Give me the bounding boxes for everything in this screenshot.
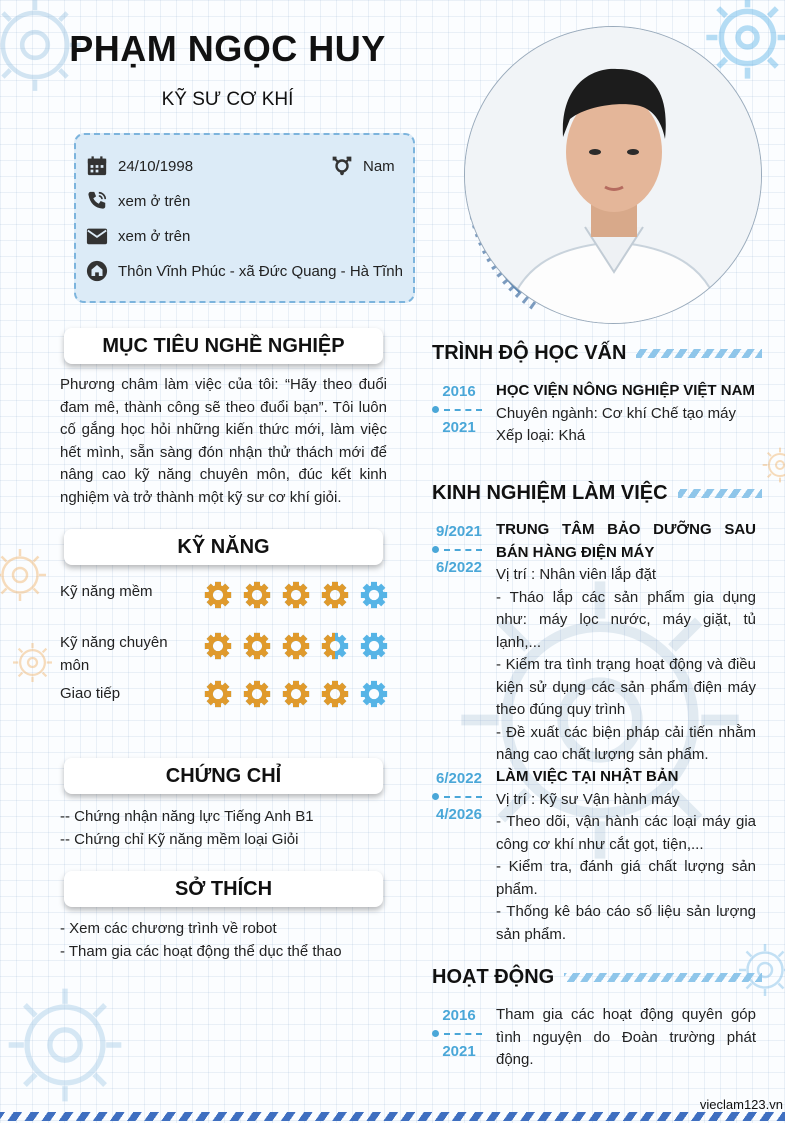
gear-icon xyxy=(359,631,389,661)
gear-icon xyxy=(281,580,311,610)
start-date: 9/2021 xyxy=(436,523,482,540)
certificates-list xyxy=(60,805,390,851)
skill-label: Kỹ năng mềm xyxy=(60,583,153,600)
hobby-item: - Tham gia các hoạt động thể dục thể thao xyxy=(60,943,342,960)
decorative-stripe xyxy=(678,489,762,498)
address-value: Thôn Vĩnh Phúc - xã Đức Quang - Hà Tĩnh xyxy=(118,262,403,280)
major: Chuyên ngành: Cơ khí Chế tạo máy xyxy=(496,404,736,422)
gear-icon xyxy=(320,679,350,709)
task-item: - Thống kê báo cáo số liệu sản lượng sản phẩm. xyxy=(496,903,756,943)
bg-gear-icon xyxy=(0,980,130,1110)
hobby-item: - Xem các chương trình về robot xyxy=(60,920,277,937)
end-date: 6/2022 xyxy=(436,559,482,576)
education-entry xyxy=(496,380,756,448)
certificates-heading: CHỨNG CHỈ xyxy=(64,758,383,794)
candidate-name: PHẠM NGỌC HUY xyxy=(69,28,386,69)
email-row xyxy=(86,225,190,247)
activity-timeline xyxy=(432,1007,486,1060)
gender-value: Nam xyxy=(363,157,395,175)
company-name: LÀM VIỆC TẠI NHẬT BẢN xyxy=(496,768,679,785)
timeline-dash xyxy=(444,409,482,411)
experience-entry xyxy=(496,766,756,946)
profile-photo xyxy=(464,26,762,324)
bg-gear-icon xyxy=(760,445,785,485)
email-value: xem ở trên xyxy=(118,227,191,245)
skill-label: Giao tiếp xyxy=(60,685,121,702)
experience-timeline xyxy=(432,523,486,576)
hobbies-heading: SỞ THÍCH xyxy=(64,871,383,907)
gear-icon xyxy=(320,580,350,610)
timeline-dot xyxy=(432,546,439,553)
phone-icon xyxy=(86,190,108,212)
decorative-stripe xyxy=(636,349,762,358)
activities-section-header xyxy=(432,964,762,990)
gear-icon xyxy=(281,679,311,709)
activity-entry xyxy=(496,1004,756,1072)
gear-icon xyxy=(203,580,233,610)
calendar-icon xyxy=(86,155,108,177)
education-section-header xyxy=(432,340,762,366)
timeline-dot xyxy=(432,1030,439,1037)
profile-photo-frame xyxy=(460,22,765,327)
bg-gear-icon xyxy=(0,545,50,605)
birthday-value: 24/10/1998 xyxy=(118,157,194,175)
portrait-image xyxy=(465,27,762,324)
bottom-decorative-stripe xyxy=(0,1112,785,1121)
task-item: - Kiểm tra tình trạng hoạt động và điều kiện sử dụng các sản phẩm điện máy theo đúng quy trình xyxy=(496,656,756,718)
skill-rating xyxy=(203,679,389,709)
education-timeline xyxy=(432,383,486,436)
gear-icon xyxy=(359,679,389,709)
timeline-dot xyxy=(432,793,439,800)
email-icon xyxy=(86,225,108,247)
timeline-dash xyxy=(444,796,482,798)
company-name: TRUNG TÂM BẢO DƯỠNG SAU BÁN HÀNG ĐIỆN MÁY xyxy=(496,521,756,561)
task-item: - Theo dõi, vận hành các loại máy gia công cơ khí như cắt gọt, tiện,... xyxy=(496,813,756,853)
objective-heading: MỤC TIÊU NGHỀ NGHIỆP xyxy=(64,328,383,364)
gear-icon xyxy=(242,580,272,610)
gender-icon xyxy=(331,155,353,177)
activity-text: Tham gia các hoạt động quyên góp tình nguyện do Đoàn trường phát động. xyxy=(496,1006,756,1068)
gender-row xyxy=(331,155,395,177)
timeline-dash xyxy=(444,549,482,551)
hobbies-list xyxy=(60,917,390,963)
job-title: KỸ SƯ CƠ KHÍ xyxy=(161,89,294,110)
experience-heading: KINH NGHIỆM LÀM VIỆC xyxy=(432,481,668,504)
gear-icon xyxy=(242,679,272,709)
certificate-item: -- Chứng nhận năng lực Tiếng Anh B1 xyxy=(60,808,314,825)
skill-rating xyxy=(203,631,389,661)
experience-timeline xyxy=(432,770,486,823)
experience-section-header xyxy=(432,480,762,506)
end-year: 2021 xyxy=(442,1043,476,1060)
grade: Xếp loại: Khá xyxy=(496,427,586,444)
phone-value: xem ở trên xyxy=(118,192,191,210)
footer-brand: vieclam123.vn xyxy=(699,1097,783,1112)
end-date: 4/2026 xyxy=(436,806,482,823)
timeline-dot xyxy=(432,406,439,413)
address-row xyxy=(86,260,403,282)
start-date: 6/2022 xyxy=(436,770,482,787)
position: Vị trí : Kỹ sư Vận hành máy xyxy=(496,790,680,808)
task-item: - Đề xuất các biện pháp cải tiến nhằm nâng cao chất lượng sản phẩm. xyxy=(496,723,756,763)
skills-heading: KỸ NĂNG xyxy=(64,529,383,565)
decorative-stripe xyxy=(564,973,762,982)
contact-info-box xyxy=(74,133,415,303)
gear-icon xyxy=(242,631,272,661)
gear-icon xyxy=(281,631,311,661)
end-year: 2021 xyxy=(442,419,476,436)
start-year: 2016 xyxy=(442,383,476,400)
activities-heading: HOẠT ĐỘNG xyxy=(432,965,555,988)
objective-text: Phương châm làm việc của tôi: “Hãy theo đuổi đam mê, thành công sẽ theo đuổi bạn”. Tôi luôn cố gắng học hỏi những kiến thức mới, làm việc hết mình, sẵn sàng đón nhận thử thách mới để nâng cao kỹ năng chuyên môn, đúc kết kinh nghiệm và trở thành một kỹ sư cơ khí giỏi. xyxy=(60,376,387,506)
bg-gear-icon xyxy=(10,640,55,685)
start-year: 2016 xyxy=(442,1007,476,1024)
birthday-row xyxy=(86,155,193,177)
task-item: - Tháo lắp các sản phẩm gia dụng như: máy lọc nước, máy giặt, tủ lạnh,... xyxy=(496,588,756,651)
task-item: - Kiểm tra, đánh giá chất lượng sản phẩm. xyxy=(496,858,756,898)
position: Vị trí : Nhân viên lắp đặt xyxy=(496,566,657,583)
skill-label: Kỹ năng chuyên môn xyxy=(60,634,168,674)
gear-icon xyxy=(203,679,233,709)
gear-icon xyxy=(320,631,350,661)
phone-row xyxy=(86,190,190,212)
timeline-dash xyxy=(444,1033,482,1035)
certificate-item: -- Chứng chỉ Kỹ năng mềm loại Giỏi xyxy=(60,831,299,848)
school-name: HỌC VIỆN NÔNG NGHIỆP VIỆT NAM xyxy=(496,382,755,399)
gear-icon xyxy=(359,580,389,610)
experience-entry xyxy=(496,519,756,767)
education-heading: TRÌNH ĐỘ HỌC VẤN xyxy=(432,341,627,364)
gear-icon xyxy=(203,631,233,661)
home-icon xyxy=(86,260,108,282)
skill-rating xyxy=(203,580,389,610)
